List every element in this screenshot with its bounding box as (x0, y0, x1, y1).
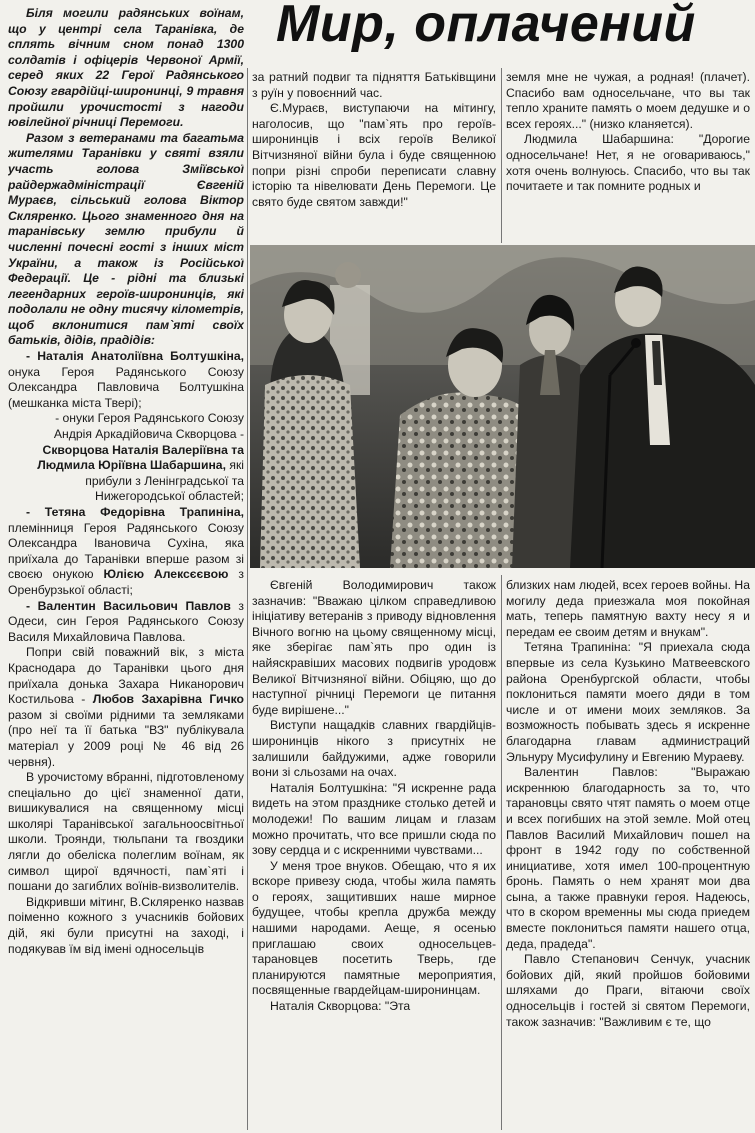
guest-name: - Тетяна Федорівна Трапиніна, (26, 505, 244, 519)
guest-desc: племінниця Героя Радянського Союзу Олександра Івановича Сухіна, яка приїхала до Таранівки вперше разом зі своєю онукою (8, 520, 244, 582)
column-rule (247, 68, 248, 1130)
guest-name: Любов Захарівна Гичко (92, 692, 244, 707)
guest-name-2: Юлією Алексєєвою (103, 567, 229, 582)
guest-names: Скворцова Наталія Валеріївна та Людмила Юріївна Шабаршина, (37, 442, 244, 473)
paragraph: Валентин Павлов: "Выражаю искреннюю благодарность за то, что тарановцы свято чтят память о моем отце и всех погибших на этой земле. Мой отец Павлов Василий Михайлович пошел на фронт в 1942 году по собственной инициативе, хотя имел 100-процентную бронь. Память о нем хранят мои два сына, а также правнуки героя. Надеюсь, что в скором временны мы сюда приедем вместе поклониться памяти нашего отца, деда, прадеда". (506, 765, 750, 951)
paragraph-text-2: разом зі своїми рідними та земляками (про неї та її батька "ВЗ" публікувала матеріал у 2009 році № 46 від 26 червня). (8, 707, 244, 769)
paragraph: Наталія Болтушкіна: "Я искренне рада видеть на этом празднике столько детей и молодежи! По вашим лицам и глазам можно прочитать, что все пришли сюда по зову сердца и с искренними чувствами... (252, 780, 496, 858)
right-column-bottom (506, 578, 750, 1130)
paragraph-text: Попри свій поважний вік, з міста Краснодара до Таранівки цього дня приїхала донька Захара Никанорович Костильова - (8, 645, 244, 707)
paragraph-dressed: В урочистому вбранні, підготовленому спеціально до цієї знаменної дати, вишикувалися на священному місці школярі Таранівської загальноосвітньої школи. Троянди, тюльпани та гвоздики лягли до обеліска полеглим воїнам, як символ щирої вдячності, пам`яті і пошани до загиблих воїнів-визволителів. (8, 770, 244, 894)
guest-trapinina (8, 505, 244, 599)
photo-illustration (250, 245, 755, 568)
paragraph-opening: Відкривши мітинг, В.Скляренко назвав поіменно кожного з учасників бойових дій, які були присутні на заході, і подякував їм від імені односельців (8, 894, 244, 956)
guest-skvortsova (8, 411, 244, 505)
paragraph: У меня трое внуков. Обещаю, что я их вскоре привезу сюда, чтобы жила память о героях, защитивших наше мирное будущее, чтобы крепла дружба между нашими народами. Аеще, я осенью приглашаю своих односельцев-тарановцев посетить Тверь, где планируются памятные мероприятия, посвященные гвардейцам-широнинцам. (252, 858, 496, 998)
column-rule (501, 68, 502, 243)
guest-desc: які прибули з Ленінградської та Нижегородської областей; (85, 458, 244, 504)
paragraph: земля мне не чужая, а родная! (плачет). Спасибо вам односельчане, что вы так тепло храните память о моем дедушке и о всех героях..." (низко кланяется). (506, 70, 750, 131)
guest-desc-2: з Оренбурзької області; (8, 567, 244, 597)
guest-name: - Наталія Анатоліївна Болтушкіна, (26, 349, 244, 364)
article-headline: Мир, оплачений (276, 0, 696, 53)
guest-pavlov (8, 599, 244, 646)
lede-paragraph: Біля могили радянських воїнам, що у центрі села Таранівка, де сплять вічним сном понад 1300 солдатів і офіцерів Червоної Армії, серед яких 22 Герої Радянського Союзу гвардійці-широнинці, 9 травня пройшли урочистості з нагоди ювілейної річниці Перемоги. (8, 6, 244, 130)
left-column (8, 6, 244, 1130)
paragraph: Тетяна Трапиніна: "Я приехала сюда впервые из села Кузькино Матвеевского района Оренбургской области, чтобы поклониться памяти моего дяди в том числе и от имени моих земляков. За возможность побывать здесь я искренне благодарна главам администраций Эльнуру Мусифулину и Евгению Мураеву. (506, 640, 750, 764)
guest-name: - Валентин Васильович Павлов (26, 598, 231, 613)
paragraph: Наталія Скворцова: "Эта (270, 999, 411, 1014)
right-column-top (506, 70, 750, 242)
guest-desc: з Одеси, син Героя Радянського Союзу Василя Михайловича Павлова. (8, 598, 244, 644)
paragraph: Євгеній Володимирович також зазначив: "Вважаю цілком справедливою ініціативу ветеранів з приводу відновлення Вічного вогню на цьому священному місці, яке зберігає пам`ять про один із найяскравіших масових подвигів уродовж Великої Вітчизняної війни. Обіцяю, що до наступної річниці Перемоги це питання буде вирішене..." (252, 578, 496, 717)
paragraph: Виступи нащадків славних гвардійців-широнинців нікого з присутніх не залишили байдужими, адже говорили вони зі сльозами на очах. (252, 718, 496, 780)
paragraph-age (8, 645, 244, 770)
guest-boltushkina (8, 349, 244, 411)
middle-column-top (252, 70, 496, 242)
paragraph: Людмила Шабаршина: "Дорогие односельчане! Нет, я не оговариваюсь," хотя очень волнуюсь. Спасибо, что вы так почитаете и так помните родных и (506, 132, 750, 194)
lede-paragraph-2: Разом з ветеранами та багатьма жителями Таранівки у святі взяли участь голова Зміївської райдержадміністрації Євгеній Мураєв, сільський голова Віктор Скляренко. Цього знаменного дня на таранівську землю прибули й численні почесні гості з інших міст України, а також із Російської Федерації. Це - рідні та близькі легендарних героїв-широнинців, які подолали не одну тисячу кілометрів, щоб вклонитися пам`яті своїх батьків, дідів, прадідів: (8, 130, 244, 348)
paragraph: Павло Степанович Сенчук, учасник бойових дій, який пройшов бойовими шляхами до Праги, вітаючи своїх односельців і гостей зі святом Перемоги, також зазначив: "Важливим є те, що (506, 952, 750, 1029)
guest-intro: - онуки Героя Радянського Союзу Андрія Аркадійовича Скворцова - (53, 411, 244, 442)
paragraph: Є.Мураєв, виступаючи на мітингу, наголосив, що "пам`ять про героїв-широнинців і всіх героїв Великої Вітчизняної війни була і буде священною попри різні спроби переписати славну історію та нівелювати День Перемоги. Це свято буде святом завжди!" (252, 101, 496, 209)
paragraph: близких нам людей, всех героев войны. На могилу деда приезжала моя покойная мать, теперь памятную вахту несу я и передам ее своим детям и внукам". (506, 578, 750, 639)
middle-column-bottom (252, 578, 496, 1130)
guest-desc: онука Героя Радянського Союзу Олександра Павловича Болтушкіна (мешканка міста Твері); (8, 364, 244, 410)
event-photo (250, 245, 755, 568)
column-rule (501, 575, 502, 1130)
paragraph: за ратний подвиг та підняття Батьківщини з руїн у повоєнний час. (252, 70, 496, 100)
